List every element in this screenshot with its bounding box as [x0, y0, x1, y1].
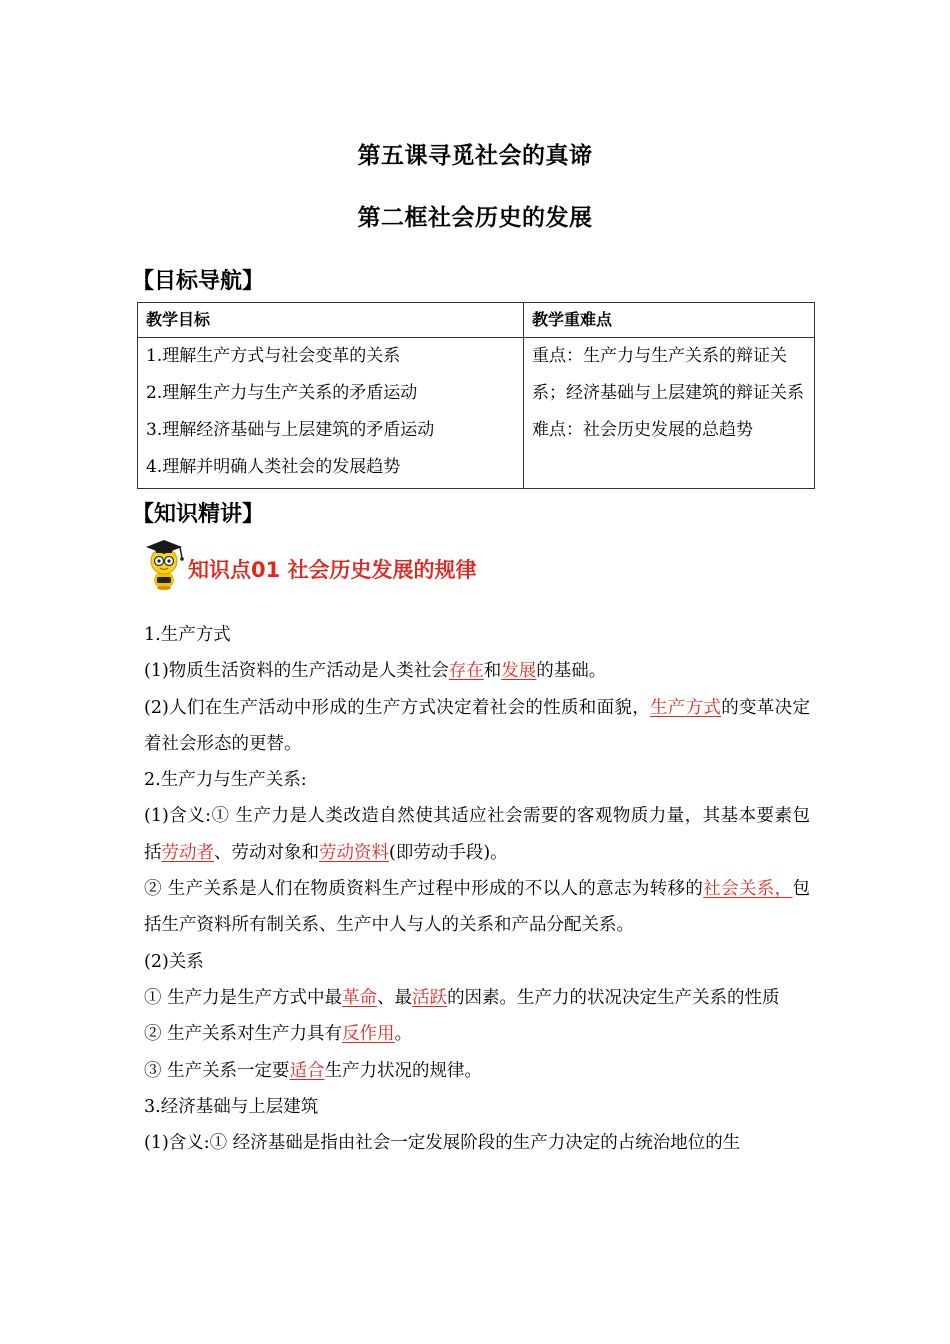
paragraph: (2)关系 — [144, 951, 204, 972]
fill-blank: 劳动资料 — [319, 842, 389, 863]
paragraph: ② 生产关系对生产力具有反作用。 — [144, 1024, 413, 1045]
paragraph: ③ 生产关系一定要适合生产力状况的规律。 — [144, 1060, 483, 1081]
section-heading-nav: 【目标导航】 — [132, 269, 265, 294]
fill-blank: 适合 — [289, 1060, 325, 1081]
paragraph: (1)含义:① 生产力是人类改造自然使其适应社会需要的客观物质力量，其基本要素包括劳动者、劳动对象和劳动资料(即劳动手段)。 — [144, 806, 810, 863]
paragraph: ② 生产关系是人们在物质资料生产过程中形成的不以人的意志为转移的社会关系，包括生产资料所有制关系、生产中人与人的关系和产品分配关系。 — [144, 879, 810, 936]
section-heading-knowledge: 【知识精讲】 — [132, 502, 265, 527]
key-points-text: 重点：生产力与生产关系的辩证关系；经济基础与上层建筑的辩证关系 — [532, 346, 804, 403]
key-points-cell — [524, 338, 815, 489]
knowledge-point-title: 知识点01 社会历史发展的规律 — [188, 558, 477, 582]
paragraph: ① 生产力是生产方式中最革命、最活跃的因素。生产力的状况决定生产关系的性质 — [144, 987, 780, 1008]
knowledge-content — [144, 617, 810, 1161]
goals-cell — [138, 338, 524, 489]
fill-blank: 发展 — [501, 661, 537, 682]
scholar-mascot-icon — [142, 536, 186, 590]
fill-blank: 活跃 — [412, 987, 448, 1008]
paragraph: (2)人们在生产活动中形成的生产方式决定着社会的性质和面貌，生产方式的变革决定着社会形态的更替。 — [144, 697, 810, 754]
goal-item: 4.理解并明确人类社会的发展趋势 — [146, 457, 401, 477]
fill-blank: 存在 — [448, 661, 484, 682]
difficult-points-text: 难点：社会历史发展的总趋势 — [532, 420, 753, 440]
paragraph: 2.生产力与生产关系: — [144, 770, 307, 791]
fill-blank: 社会关系， — [703, 879, 793, 900]
goal-item: 1.理解生产方式与社会变革的关系 — [146, 346, 401, 366]
fill-blank: 革命 — [342, 987, 378, 1008]
page-title: 第五课寻觅社会的真谛 — [357, 143, 593, 169]
fill-blank: 劳动者 — [161, 842, 214, 863]
paragraph: (1)物质生活资料的生产活动是人类社会存在和发展的基础。 — [144, 661, 607, 682]
paragraph: 1.生产方式 — [144, 625, 231, 645]
paragraph: (1)含义:① 经济基础是指由社会一定发展阶段的生产力决定的占统治地位的生 — [144, 1133, 741, 1154]
page-subtitle: 第二框社会历史的发展 — [357, 205, 593, 231]
fill-blank: 生产方式 — [650, 697, 722, 718]
goals-table — [137, 302, 815, 489]
key-points-header: 教学重难点 — [524, 303, 815, 338]
goals-header: 教学目标 — [138, 303, 524, 338]
paragraph: 3.经济基础与上层建筑 — [144, 1096, 319, 1117]
fill-blank: 反作用 — [342, 1024, 395, 1045]
knowledge-point-heading — [142, 534, 477, 590]
goal-item: 2.理解生产力与生产关系的矛盾运动 — [146, 383, 418, 403]
goal-item: 3.理解经济基础与上层建筑的矛盾运动 — [146, 420, 435, 440]
